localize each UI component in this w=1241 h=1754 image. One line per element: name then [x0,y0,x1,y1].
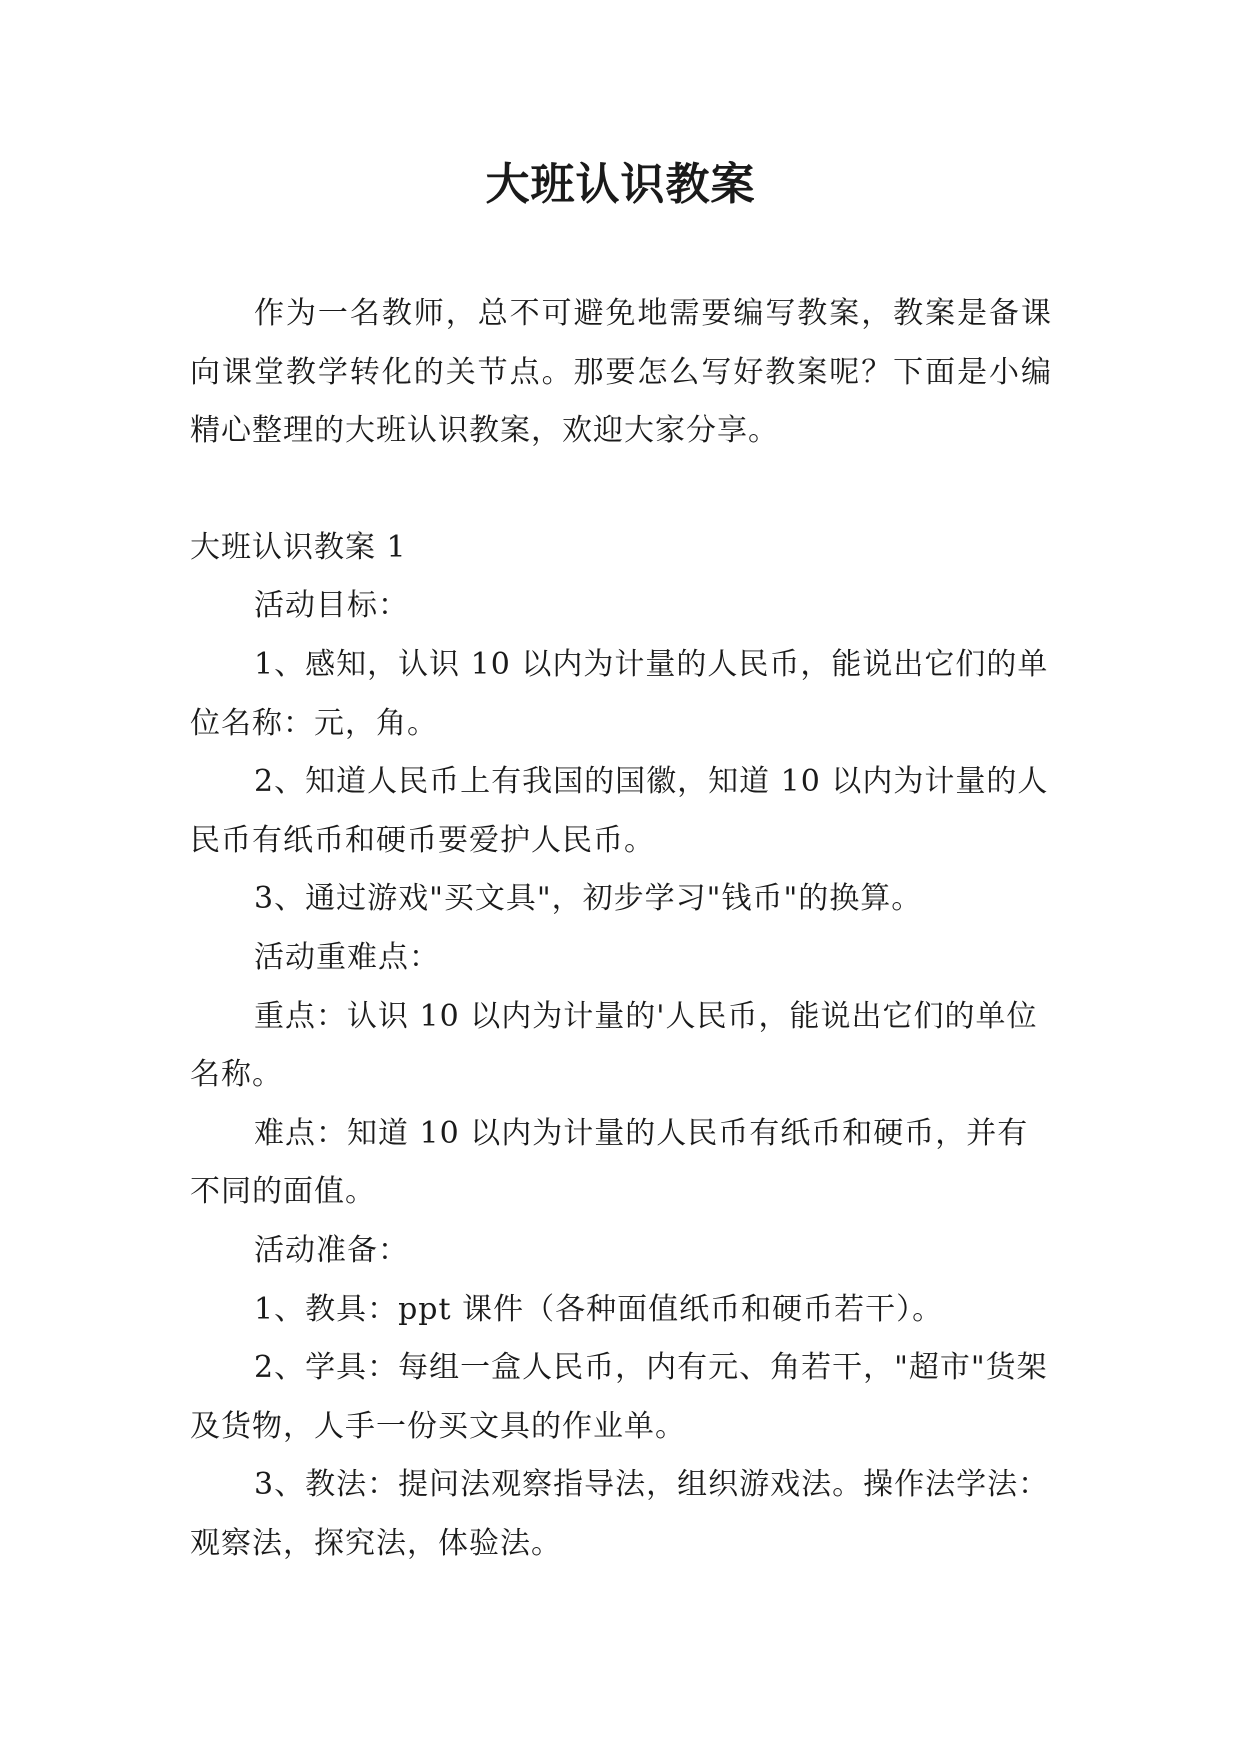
document-body [190,285,1052,1573]
paragraph-preparation-1: 1、教具：ppt 课件（各种面值纸币和硬币若干）。 [254,1291,944,1327]
paragraph-preparation-heading: 活动准备： [254,1232,409,1268]
section-title: 大班认识教案 1 [190,529,407,565]
paragraph-key-point: 重点：认识 10 以内为计量的'人民币，能说出它们的单位名称。 [190,998,1038,1093]
paragraph-preparation-3: 3、教法：提问法观察指导法，组织游戏法。操作法学法：观察法，探究法，体验法。 [190,1467,1050,1561]
paragraph-difficult-point: 难点：知道 10 以内为计量的人民币有纸币和硬币，并有不同的面值。 [190,1115,1029,1210]
paragraph-key-points-heading: 活动重难点： [254,939,440,975]
document-title: 大班认识教案 [485,159,756,210]
intro-paragraph: 作为一名教师，总不可避免地需要编写教案，教案是备课向课堂教学转化的关节点。那要怎么写好教案呢？下面是小编精心整理的大班认识教案，欢迎大家分享。 [190,296,1052,449]
paragraph-objective-3: 3、通过游戏"买文具"，初步学习"钱币"的换算。 [254,881,923,917]
paragraph-preparation-2: 2、学具：每组一盒人民币，内有元、角若干，"超市"货架及货物，人手一份买文具的作业单。 [190,1350,1048,1444]
paragraph-objectives-heading: 活动目标： [254,588,409,624]
paragraph-objective-1: 1、感知，认识 10 以内为计量的人民币，能说出它们的单位名称：元，角。 [190,646,1049,741]
paragraph-objective-2: 2、知道人民币上有我国的国徽，知道 10 以内为计量的人民币有纸币和硬币要爱护人民币。 [190,764,1049,858]
